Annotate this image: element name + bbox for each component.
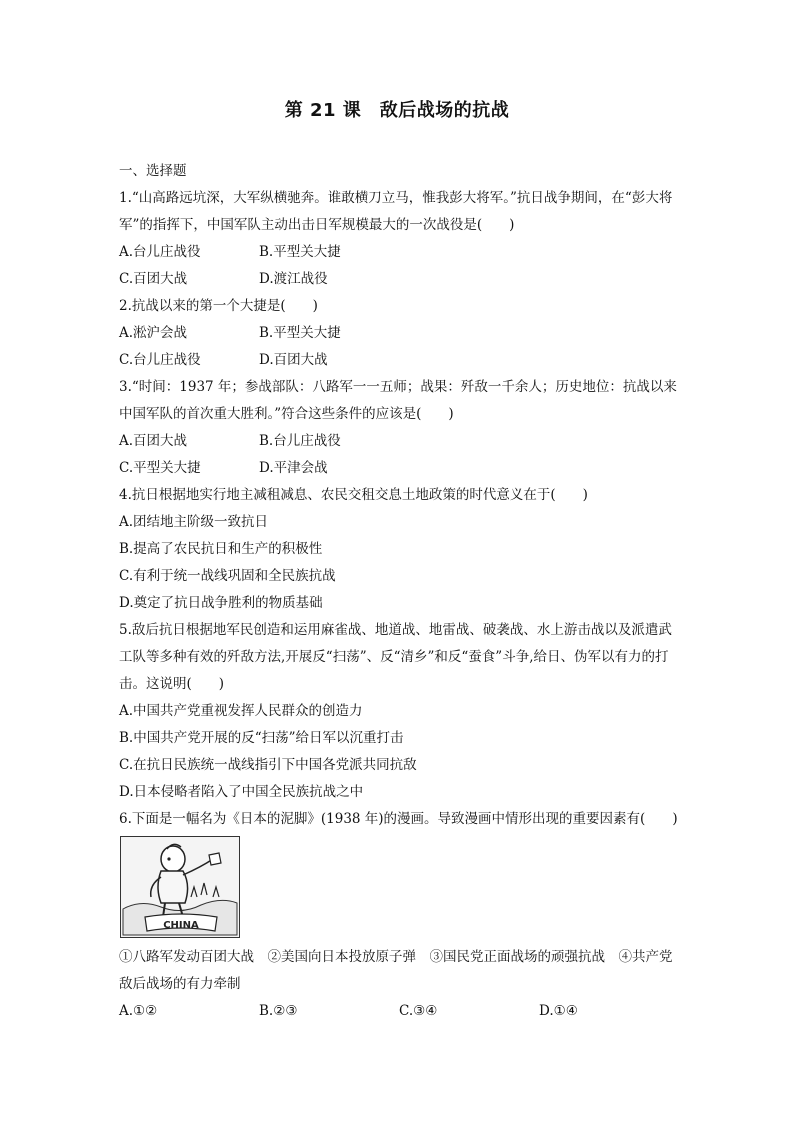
cartoon-illustration [121,837,239,937]
question-2-options-row-1 [119,320,679,347]
question-4-option-c: C.有利于统一战线巩固和全民族抗战 [119,568,336,584]
question-3-option-c: C.平型关大捷 [119,460,201,476]
question-6-option-a: A.①② [119,1003,158,1019]
question-3-option-b: B.台儿庄战役 [259,433,341,449]
question-3-options-row-2 [119,455,679,482]
section-heading: 一、选择题 [119,163,187,179]
question-2-option-c: C.台儿庄战役 [119,352,201,368]
question-3-option-a: A.百团大战 [119,433,188,449]
question-4-option-a: A.团结地主阶级一致抗日 [119,514,269,530]
question-6-statements: ①八路军发动百团大战 ②美国向日本投放原子弹 ③国民党正面战场的顽强抗战 ④共产党敌后战场的有力牵制 [119,949,673,992]
question-5-option-d: D.日本侵略者陷入了中国全民族抗战之中 [119,784,364,800]
question-4-option-d: D.奠定了抗日战争胜利的物质基础 [119,595,323,611]
question-2-option-d: D.百团大战 [259,352,328,368]
cartoon-label: CHINA [163,920,199,931]
question-6-option-c: C.③④ [399,1003,438,1019]
question-6-option-d: D.①④ [539,1003,578,1019]
question-1-options-row-2 [119,266,679,293]
question-3-option-d: D.平津会战 [259,460,328,476]
question-1-option-c: C.百团大战 [119,271,188,287]
lesson-title: 第 21 课 敌后战场的抗战 [284,100,510,121]
question-list [119,158,679,1025]
question-1-option-d: D.渡江战役 [259,271,328,287]
question-3-stem: 3.“时间：1937 年；参战部队：八路军一一五师；战果：歼敌一千余人；历史地位：抗战以来中国军队的首次重大胜利。”符合这些条件的应该是( ) [119,379,677,422]
question-5-option-c: C.在抗日民族统一战线指引下中国各党派共同抗敌 [119,757,417,773]
question-1-options-row-1 [119,239,679,266]
question-2-options-row-2 [119,347,679,374]
question-5-option-a: A.中国共产党重视发挥人民群众的创造力 [119,703,363,719]
question-1-option-a: A.台儿庄战役 [119,244,201,260]
question-1-option-b: B.平型关大捷 [259,244,341,260]
cartoon-figure [120,836,240,938]
question-6-stem: 6.下面是一幅名为《日本的泥脚》(1938 年)的漫画。导致漫画中情形出现的重要因素有( ) [119,811,678,827]
question-3-options-row-1 [119,428,679,455]
question-6-option-b: B.②③ [259,1003,298,1019]
question-2-option-b: B.平型关大捷 [259,325,341,341]
question-2-stem: 2.抗战以来的第一个大捷是( ) [119,298,318,314]
question-2-option-a: A.淞沪会战 [119,325,188,341]
question-1-stem: 1.“山高路远坑深，大军纵横驰奔。谁敢横刀立马，惟我彭大将军。”抗日战争期间，在“彭大将军”的指挥下，中国军队主动出击日军规模最大的一次战役是( ) [119,190,673,233]
question-5-stem: 5.敌后抗日根据地军民创造和运用麻雀战、地道战、地雷战、破袭战、水上游击战以及派遣武工队等多种有效的歼敌方法,开展反“扫荡”、反“清乡”和反“蚕食”斗争,给日、伪军以有力的打击。这说明( ) [119,622,672,692]
question-4-option-b: B.提高了农民抗日和生产的积极性 [119,541,323,557]
question-4-stem: 4.抗日根据地实行地主减租减息、农民交租交息土地政策的时代意义在于( ) [119,487,588,503]
question-6-options-row [119,998,679,1025]
question-5-option-b: B.中国共产党开展的反“扫荡”给日军以沉重打击 [119,730,404,746]
